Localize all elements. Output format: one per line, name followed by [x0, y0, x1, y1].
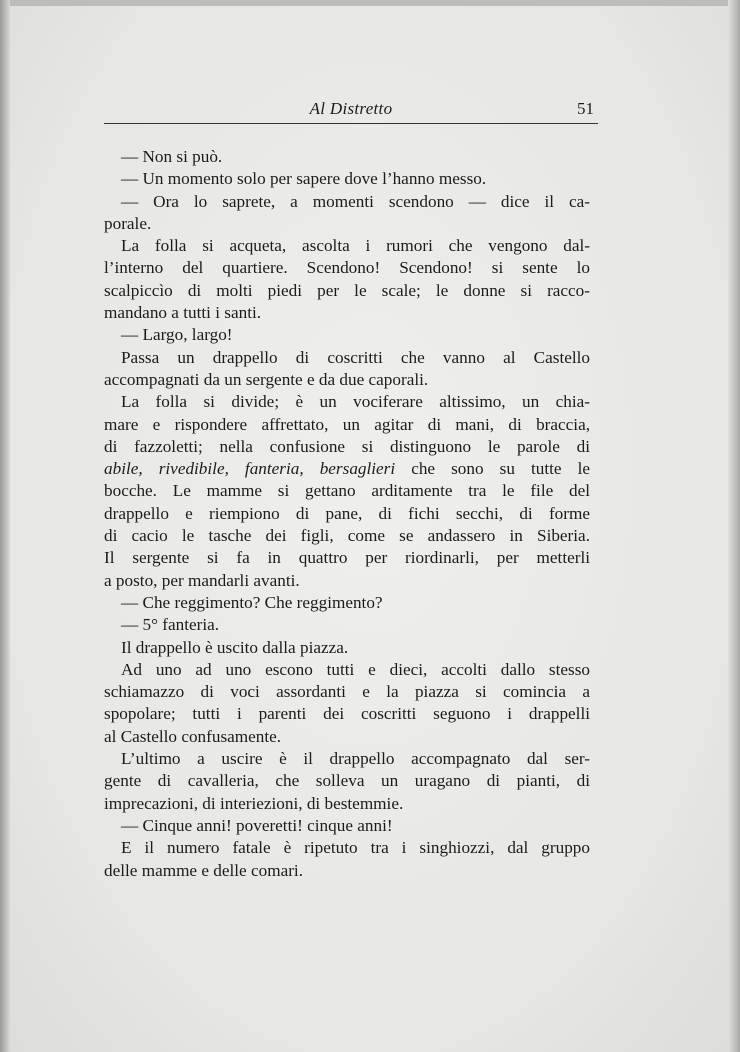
page-right-edge: [728, 0, 740, 1052]
text-line: imprecazioni, di interiezioni, di bestemmie.: [104, 793, 404, 813]
text-line: mandano a tutti i santi.: [104, 303, 262, 323]
text-line: accompagnati da un sergente e da due caporali.: [104, 369, 429, 389]
page-header: [104, 97, 598, 124]
running-title: Al Distretto: [309, 99, 393, 118]
text-line: delle mamme e delle comari.: [104, 860, 303, 880]
text-line: Ad uno ad uno escono tutti e dieci, accolti dallo stesso: [121, 659, 590, 679]
text-line: mare e rispondere affrettato, un agitar di mani, di braccia,: [104, 414, 590, 434]
text-line: — Che reggimento? Che reggimento?: [121, 592, 383, 612]
text-line: La folla si divide; è un vociferare altissimo, un chia-: [121, 392, 590, 412]
text-segment: che sono su tutte le: [395, 459, 590, 479]
text-line: al Castello confusamente.: [104, 726, 282, 746]
text-line: spopolare; tutti i parenti dei coscritti seguono i drappelli: [104, 704, 590, 724]
text-line: L’ultimo a uscire è il drappello accompagnato dal ser-: [121, 749, 590, 769]
text-line: schiamazzo di voci assordanti e la piazza si comincia a: [104, 682, 590, 702]
text-line: — 5° fanteria.: [121, 615, 220, 635]
text-line: [104, 458, 590, 480]
text-line: l’interno del quartiere. Scendono! Scendono! si sente lo: [104, 258, 590, 278]
page-left-edge: [0, 0, 10, 1052]
text-line: — Un momento solo per sapere dove l’hanno messo.: [121, 169, 487, 189]
text-line: bocche. Le mamme si gettano arditamente tra le file del: [104, 481, 590, 501]
text-line: porale.: [104, 213, 152, 233]
page-number: 51: [577, 99, 594, 118]
text-line: scalpiccìo di molti piedi per le scale; le donne si racco-: [104, 280, 590, 300]
text-line: — Largo, largo!: [121, 325, 233, 345]
text-line: La folla si acqueta, ascolta i rumori che vengono dal-: [121, 236, 590, 256]
text-line: Il sergente si fa in quattro per riordinarli, per metterli: [104, 548, 590, 568]
text-line: — Non si può.: [121, 147, 223, 166]
text-line: a posto, per mandarli avanti.: [104, 570, 300, 590]
italic-words: abile, rivedibile, fanteria, bersaglieri: [104, 459, 396, 479]
text-line: di cacio le tasche dei figli, come se andassero in Siberia.: [104, 526, 590, 546]
text-line: — Cinque anni! poveretti! cinque anni!: [121, 815, 393, 835]
text-line: gente di cavalleria, che solleva un uragano di pianti, di: [104, 771, 590, 791]
body-text: [104, 146, 590, 882]
text-line: E il numero fatale è ripetuto tra i singhiozzi, dal gruppo: [121, 838, 590, 858]
text-line: di fazzoletti; nella confusione si distinguono le parole di: [104, 436, 590, 456]
text-line: Il drappello è uscito dalla piazza.: [121, 637, 349, 657]
text-line: — Ora lo saprete, a momenti scendono — dice il ca-: [121, 191, 590, 211]
text-line: drappello e riempiono di pane, di fichi secchi, di forme: [104, 503, 590, 523]
page-top-edge: [0, 0, 740, 6]
text-line: Passa un drappello di coscritti che vanno al Castello: [121, 347, 590, 367]
